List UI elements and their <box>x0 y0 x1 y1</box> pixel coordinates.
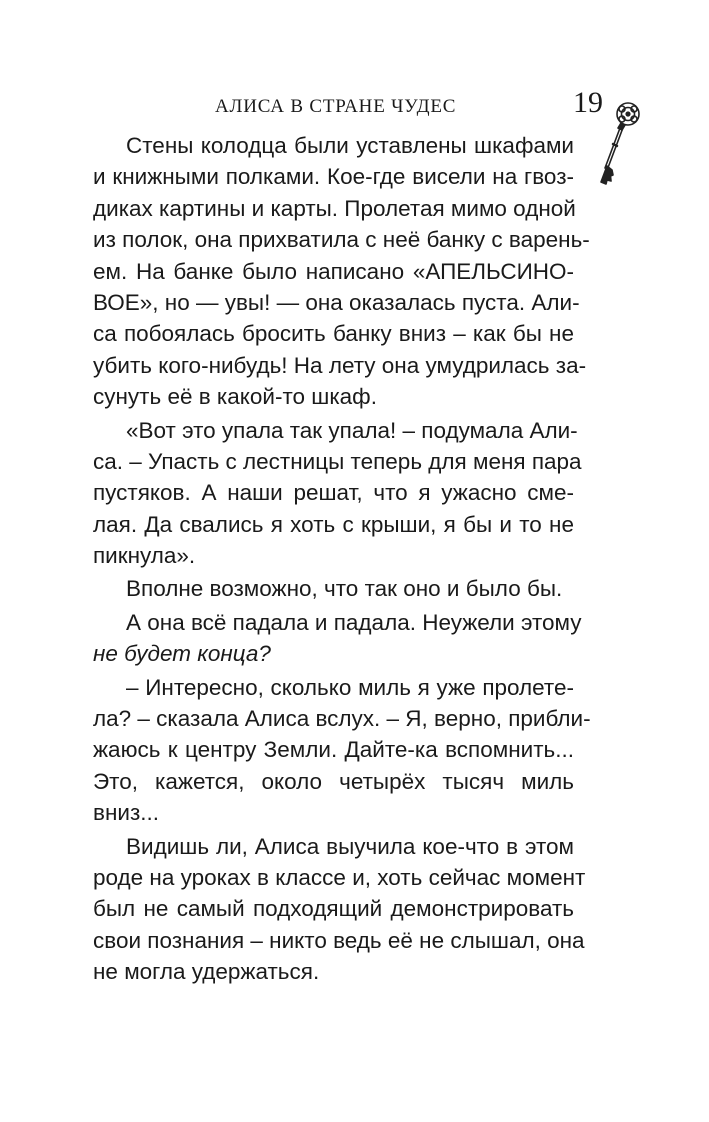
text-line: свои познания – никто ведь её не слышал, она <box>93 927 585 953</box>
text-line: диках картины и карты. Пролетая мимо одной <box>93 195 576 221</box>
text-line: – Интересно, сколько миль я уже пролете- <box>126 674 574 700</box>
page-number: 19 <box>573 86 603 119</box>
text-line: ВОЕ», но — увы! — она оказалась пуста. Али- <box>93 289 580 315</box>
body-text <box>93 130 591 988</box>
text-line: ем. На банке было написано «АПЕЛЬСИНО- <box>93 258 574 284</box>
running-title: АЛИСА В СТРАНЕ ЧУДЕС <box>215 96 457 117</box>
text-line: убить кого-нибудь! На лету она умудрилась за- <box>93 352 587 378</box>
text-line: жаюсь к центру Земли. Дайте-ка вспомнить... <box>93 737 574 763</box>
text-line: был не самый подходящий демонстрировать <box>93 896 574 922</box>
text-line: ла? – сказала Алиса вслух. – Я, верно, прибли- <box>93 706 591 732</box>
text-line: роде на уроках в классе и, хоть сейчас момент <box>93 864 586 890</box>
text-line: и книжными полками. Кое-где висели на гвоз- <box>93 164 574 190</box>
text-line: са побоялась бросить банку вниз – как бы не <box>93 321 574 347</box>
text-line: сунуть её в какой-то шкаф. <box>93 384 377 410</box>
text-line: са. – Упасть с лестницы теперь для меня пара <box>93 448 582 474</box>
text-line: пустяков. А наши решат, что я ужасно сме- <box>93 480 574 506</box>
text-line: А она всё падала и падала. Неужели этому <box>126 609 582 635</box>
text-line: лая. Да свались я хоть с крыши, я бы и то не <box>93 511 574 537</box>
text-line: Вполне возможно, что так оно и было бы. <box>126 576 563 602</box>
text-line-italic: не будет конца? <box>93 641 271 667</box>
text-line: пикнула». <box>93 543 196 569</box>
text-line: «Вот это упала так упала! – подумала Али- <box>126 417 578 443</box>
text-line: не могла удержаться. <box>93 959 320 985</box>
text-line: Это, кажется, около четырёх тысяч миль <box>93 768 574 794</box>
text-line: вниз... <box>93 800 160 826</box>
text-line: из полок, она прихватила с неё банку с варень- <box>93 227 590 253</box>
text-line: Стены колодца были уставлены шкафами <box>126 133 574 158</box>
text-line: Видишь ли, Алиса выучила кое-что в этом <box>126 833 574 859</box>
key-icon <box>592 96 648 196</box>
